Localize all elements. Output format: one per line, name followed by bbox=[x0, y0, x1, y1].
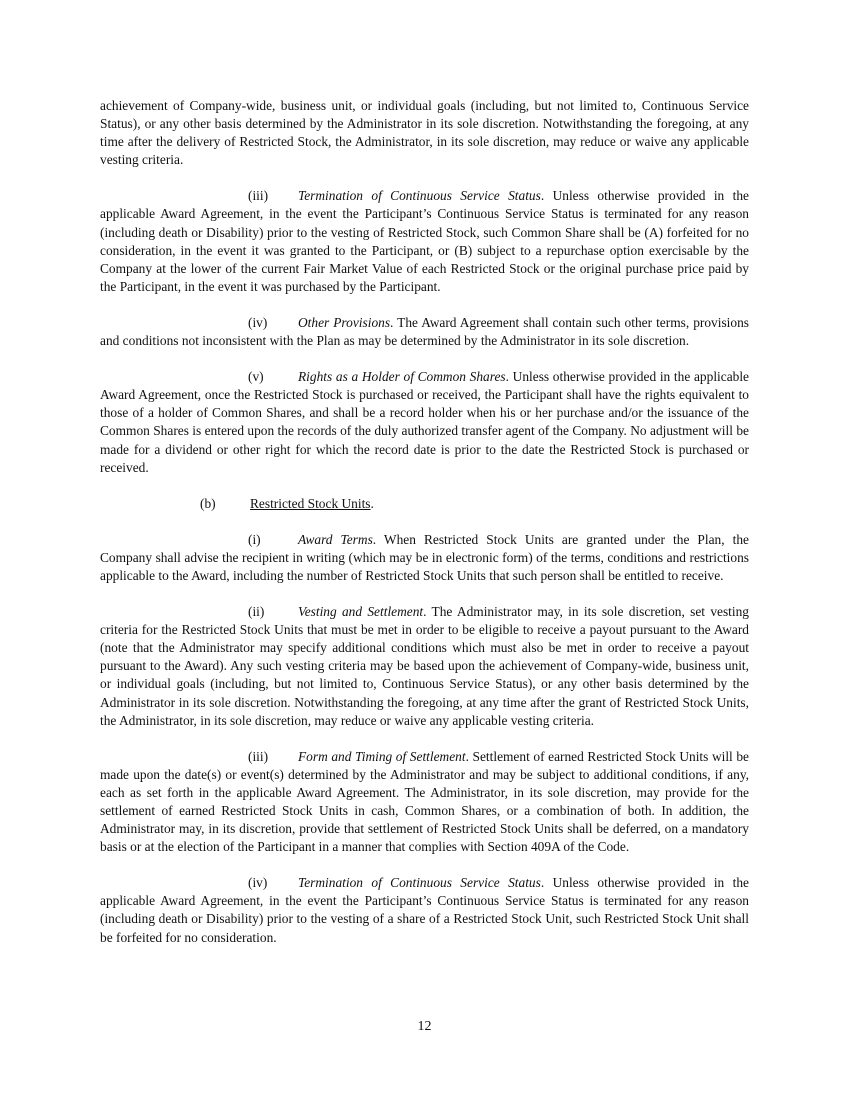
paragraph-a-v bbox=[100, 368, 749, 477]
item-number: (iv) bbox=[248, 314, 268, 330]
item-title: Form and Timing of Settlement bbox=[298, 748, 466, 764]
section-number: (b) bbox=[200, 495, 216, 511]
paragraph-a-iii bbox=[100, 187, 749, 296]
item-title: Termination of Continuous Service Status bbox=[298, 188, 541, 204]
item-number: (iv) bbox=[248, 875, 268, 891]
document-body bbox=[100, 97, 749, 947]
item-number: (v) bbox=[248, 369, 264, 385]
paragraph-b-i bbox=[100, 531, 749, 585]
page-number: 12 bbox=[417, 1019, 432, 1034]
item-number: (iii) bbox=[248, 188, 269, 204]
item-title: Rights as a Holder of Common Shares bbox=[298, 369, 506, 385]
paragraph-a-iv bbox=[100, 314, 749, 350]
paragraph-b-ii bbox=[100, 603, 749, 730]
paragraph-b-iii bbox=[100, 748, 749, 857]
item-body: . The Award Agreement shall contain such other terms, provisions and conditions not inconsistent with the Plan as may be determined by the Administrator in its sole discretion. bbox=[100, 314, 749, 349]
paragraph-continuation: achievement of Company-wide, business unit, or individual goals (including, but not limited to, Continuous Service Status), or any other basis determined by the Administrator in its sole discretion. Notwithstanding the foregoing, at any time after the delivery of Restricted Stock, the Administrator, in its sole discretion, may reduce or waive any applicable vesting criteria. bbox=[100, 98, 749, 168]
section-heading-b bbox=[100, 495, 749, 513]
section-title: Restricted Stock Units bbox=[250, 495, 371, 511]
item-body: . Settlement of earned Restricted Stock Units will be made upon the date(s) or event(s) determined by the Administrator and may be subject to additional conditions, if any, each as set forth in the applicable Award Agreement. The Administrator, in its sole discretion, may provide for the settlement of earned Restricted Stock Units in cash, Common Shares, or a combination of both. In addition, the Administrator may, in its discretion, provide that settlement of Restricted Stock Units shall be deferred, on a mandatory basis or at the election of the Participant in a manner that complies with Section 409A of the Code. bbox=[100, 748, 750, 855]
item-number: (ii) bbox=[248, 604, 265, 620]
item-title: Vesting and Settlement bbox=[298, 604, 424, 620]
item-number: (i) bbox=[248, 531, 261, 547]
item-body: . Unless otherwise provided in the applicable Award Agreement, in the event the Participant’s Continuous Service Status is terminated for any reason (including death or Disability) prior to the vesting of Restricted Stock, such Common Share shall be (A) forfeited for no consideration, in the event it was granted to the Participant, or (B) subject to a repurchase option exercisable by the Company at the lower of the current Fair Market Value of each Restricted Stock or the original purchase price paid by the Participant, in the event it was purchased by the Participant. bbox=[100, 188, 749, 294]
section-title-tail: . bbox=[370, 495, 374, 511]
item-body: . The Administrator may, in its sole discretion, set vesting criteria for the Restricted Stock Units that must be met in order to be eligible to receive a payout pursuant to the Award (note that the Administrator may specify additional conditions which must also be met in order to receive a payout pursuant to the Award). Any such vesting criteria may be based upon the achievement of Company-wide, business unit, or individual goals (including, but not limited to, Continuous Service Status), or any other basis determined by the Administrator in its sole discretion. Notwithstanding the foregoing, at any time after the grant of Restricted Stock Units, the Administrator, in its sole discretion, may reduce or waive any applicable vesting criteria. bbox=[100, 604, 749, 728]
item-number: (iii) bbox=[248, 748, 269, 764]
paragraph-b-iv bbox=[100, 874, 749, 946]
item-body: . Unless otherwise provided in the applicable Award Agreement, once the Restricted Stock is purchased or received, the Participant shall have the rights equivalent to those of a holder of Common Shares, and shall be a record holder when his or her purchase and/or the issuance of the Common Shares is entered upon the records of the duly authorized transfer agent of the Company. No adjustment will be made for a dividend or other right for which the record date is prior to the date the Restricted Stock is purchased or received. bbox=[100, 369, 750, 475]
item-title: Other Provisions bbox=[298, 314, 391, 330]
item-body: . When Restricted Stock Units are granted under the Plan, the Company shall advise the recipient in writing (which may be in electronic form) of the terms, conditions and restrictions applicable to the Award, including the number of Restricted Stock Units that such person shall be entitled to receive. bbox=[100, 531, 749, 583]
item-title: Termination of Continuous Service Status bbox=[298, 875, 541, 891]
item-body: . Unless otherwise provided in the applicable Award Agreement, in the event the Participant’s Continuous Service Status is terminated for any reason (including death or Disability) prior to the vesting of a share of a Restricted Stock Unit, such Restricted Stock Unit shall be forfeited for no consideration. bbox=[100, 875, 749, 945]
item-title: Award Terms bbox=[298, 531, 373, 547]
